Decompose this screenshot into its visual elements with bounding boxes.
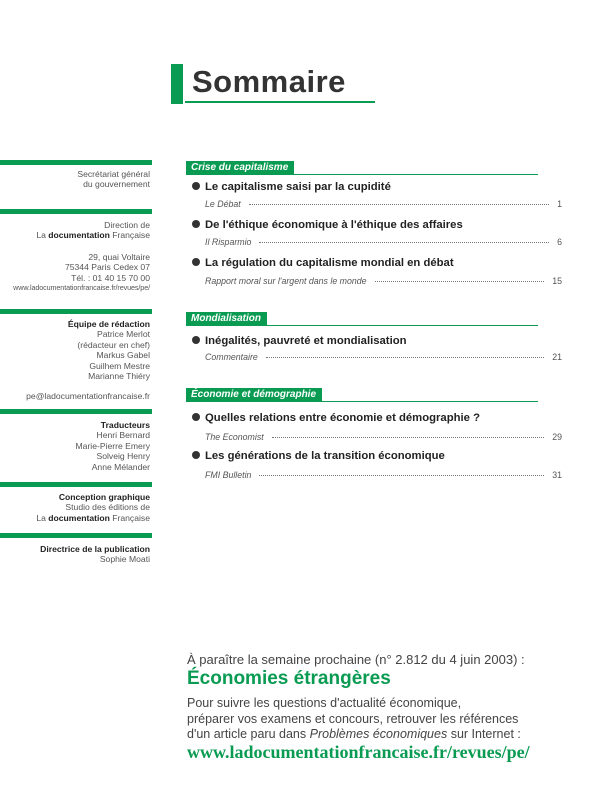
dot-leader bbox=[272, 437, 545, 438]
article-title-text: Les générations de la transition économique bbox=[205, 450, 445, 462]
section-tag-mondialisation: Mondialisation bbox=[186, 312, 267, 325]
article-source: The Economist bbox=[205, 432, 264, 442]
article-page: 1 bbox=[557, 199, 562, 209]
sidebar-bar-4 bbox=[0, 409, 152, 414]
article-title[interactable] bbox=[192, 450, 445, 462]
dot-leader bbox=[259, 242, 549, 243]
address-url[interactable]: www.ladocumentationfrancaise.fr/revues/pe/ bbox=[13, 283, 150, 293]
team-member: Markus Gabel bbox=[96, 350, 150, 361]
dot-leader bbox=[249, 204, 549, 205]
direction-line-1: Direction de bbox=[104, 220, 150, 230]
title-underline bbox=[185, 101, 375, 103]
section-tag-crise: Crise du capitalisme bbox=[186, 161, 294, 174]
sidebar-government bbox=[0, 169, 150, 190]
direction-doc: documentation bbox=[48, 230, 110, 241]
sidebar-bar-3 bbox=[0, 309, 152, 314]
dot-leader bbox=[259, 475, 544, 476]
design-fr: Française bbox=[112, 512, 150, 523]
article-title-text: La régulation du capitalisme mondial en débat bbox=[205, 257, 454, 269]
team-member: Marianne Thiéry bbox=[88, 371, 150, 382]
footer-line-3-italic: Problèmes économiques bbox=[309, 727, 448, 741]
article-source-row bbox=[205, 470, 562, 480]
section-rule bbox=[186, 325, 538, 326]
article-title[interactable] bbox=[192, 181, 391, 193]
footer-line-3 bbox=[187, 727, 521, 743]
next-issue-title: Économies étrangères bbox=[187, 668, 391, 689]
gov-line-1: Secrétariat général bbox=[77, 169, 150, 179]
direction-fr: Française bbox=[112, 230, 150, 241]
sidebar-bar-6 bbox=[0, 533, 152, 538]
sidebar-team bbox=[0, 319, 150, 381]
article-source: Commentaire bbox=[205, 352, 258, 362]
page-title: Sommaire bbox=[192, 64, 346, 99]
design-line-2 bbox=[0, 513, 150, 523]
address-line-1: 29, quai Voltaire bbox=[88, 252, 150, 262]
address-line-2: 75344 Paris Cedex 07 bbox=[64, 262, 150, 273]
sidebar-direction bbox=[0, 220, 150, 241]
address-phone: Tél. : 01 40 15 70 00 bbox=[71, 272, 150, 283]
team-member: Guilhem Mestre bbox=[89, 360, 150, 371]
bullet-icon bbox=[192, 451, 200, 459]
footer-line-2: préparer vos examens et concours, retrouver les références bbox=[187, 711, 519, 726]
article-source-row bbox=[205, 432, 562, 442]
section-rule bbox=[186, 401, 538, 402]
design-la: La bbox=[36, 512, 46, 523]
bullet-icon bbox=[192, 336, 200, 344]
article-page: 15 bbox=[552, 276, 562, 286]
translators-heading: Traducteurs bbox=[100, 420, 150, 430]
article-title[interactable] bbox=[192, 257, 454, 269]
sidebar-bar-5 bbox=[0, 482, 152, 487]
design-line-1: Studio des éditions de bbox=[65, 502, 150, 513]
footer-url-link[interactable]: www.ladocumentationfrancaise.fr/revues/pe/ bbox=[187, 742, 530, 762]
article-title[interactable] bbox=[192, 219, 463, 231]
sidebar-bar-2 bbox=[0, 209, 152, 214]
article-page: 6 bbox=[557, 237, 562, 247]
article-source-row bbox=[205, 237, 562, 247]
dot-leader bbox=[266, 357, 544, 358]
bullet-icon bbox=[192, 413, 200, 421]
sidebar-bar-1 bbox=[0, 160, 152, 165]
article-page: 29 bbox=[552, 432, 562, 442]
team-member: Patrice Merlot bbox=[96, 329, 150, 340]
sidebar-director bbox=[0, 544, 150, 565]
translator: Solveig Henry bbox=[96, 451, 150, 462]
next-issue-line: À paraître la semaine prochaine (n° 2.812 du 4 juin 2003) : bbox=[187, 652, 525, 667]
section-tag-economie: Économie et démographie bbox=[186, 388, 322, 401]
article-page: 21 bbox=[552, 352, 562, 362]
article-source-row bbox=[205, 276, 562, 286]
sidebar-address bbox=[0, 252, 150, 294]
bullet-icon bbox=[192, 258, 200, 266]
translator: Henri Bernard bbox=[96, 430, 150, 441]
director-name: Sophie Moati bbox=[99, 554, 150, 565]
article-title-text: Quelles relations entre économie et démographie ? bbox=[205, 412, 480, 424]
bullet-icon bbox=[192, 182, 200, 190]
sidebar-translators bbox=[0, 420, 150, 472]
director-heading: Directrice de la publication bbox=[40, 544, 150, 554]
footer-line-1: Pour suivre les questions d'actualité économique, bbox=[187, 696, 462, 710]
article-source-row bbox=[205, 199, 562, 209]
team-heading: Équipe de rédaction bbox=[67, 319, 150, 329]
direction-line-2 bbox=[0, 230, 150, 240]
article-title-text: Inégalités, pauvreté et mondialisation bbox=[205, 335, 407, 347]
footer-line-3-end: sur Internet : bbox=[450, 727, 521, 741]
design-doc: documentation bbox=[48, 512, 110, 523]
article-source: Le Débat bbox=[205, 199, 241, 209]
article-title[interactable] bbox=[192, 412, 480, 424]
article-page: 31 bbox=[552, 470, 562, 480]
sidebar-email-block bbox=[0, 391, 150, 401]
title-accent-mark bbox=[171, 64, 183, 104]
footer-line-3-start: d'un article paru dans bbox=[187, 727, 307, 741]
team-member: (rédacteur en chef) bbox=[77, 339, 150, 350]
footer-body bbox=[187, 696, 521, 743]
sidebar-design bbox=[0, 492, 150, 523]
email-link[interactable]: pe@ladocumentationfrancaise.fr bbox=[26, 391, 150, 401]
dot-leader bbox=[375, 281, 545, 282]
article-title[interactable] bbox=[192, 335, 407, 347]
section-rule bbox=[186, 174, 538, 175]
article-title-text: De l'éthique économique à l'éthique des affaires bbox=[205, 219, 463, 231]
translator: Marie-Pierre Emery bbox=[75, 440, 150, 451]
design-heading: Conception graphique bbox=[58, 492, 150, 502]
article-source: Il Risparmio bbox=[205, 237, 252, 247]
bullet-icon bbox=[192, 220, 200, 228]
article-title-text: Le capitalisme saisi par la cupidité bbox=[205, 181, 391, 193]
article-source: Rapport moral sur l'argent dans le monde bbox=[205, 276, 367, 286]
direction-la: La bbox=[36, 230, 46, 241]
article-source-row bbox=[205, 352, 562, 362]
translator: Anne Mélander bbox=[91, 461, 150, 472]
gov-line-2: du gouvernement bbox=[83, 179, 150, 190]
article-source: FMI Bulletin bbox=[205, 470, 252, 480]
